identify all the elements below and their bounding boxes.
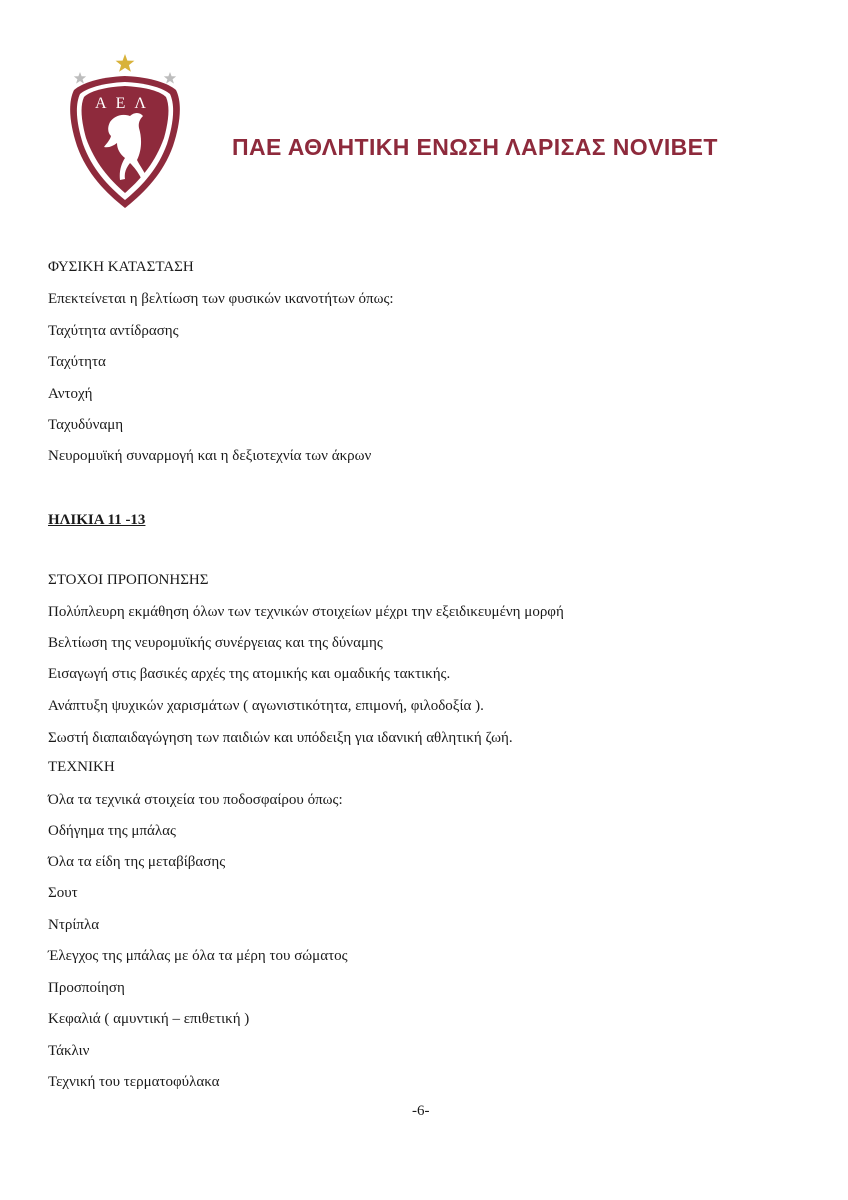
- physical-heading: ΦΥΣΙΚΗ ΚΑΤΑΣΤΑΣΗ: [48, 259, 194, 275]
- star-icon: [164, 72, 176, 84]
- goals-heading: ΣΤΟΧΟΙ ΠΡΟΠΟΝΗΣΗΣ: [48, 572, 209, 588]
- star-icon: [74, 72, 86, 84]
- technique-intro: Όλα τα τεχνικά στοιχεία του ποδοσφαίρου όπως:: [48, 792, 343, 808]
- star-icon: [116, 54, 135, 72]
- goals-item: Εισαγωγή στις βασικές αρχές της ατομικής και ομαδικής τακτικής.: [48, 666, 451, 682]
- physical-item: Νευρομυϊκή συναρμογή και η δεξιοτεχνία των άκρων: [48, 448, 372, 464]
- physical-item: Ταχύτητα: [48, 354, 106, 370]
- physical-item: Αντοχή: [48, 386, 93, 402]
- age-heading: ΗΛΙΚΙΑ 11 -13: [48, 512, 146, 528]
- goals-item: Πολύπλευρη εκμάθηση όλων των τεχνικών στοιχείων μέχρι την εξειδικευμένη μορφή: [48, 604, 564, 620]
- technique-item: Τάκλιν: [48, 1043, 90, 1059]
- technique-item: Προσποίηση: [48, 980, 125, 996]
- technique-heading: ΤΕΧΝΙΚΗ: [48, 759, 115, 775]
- physical-intro: Επεκτείνεται η βελτίωση των φυσικών ικανοτήτων όπως:: [48, 291, 394, 307]
- technique-item: Όλα τα είδη της μεταβίβασης: [48, 854, 226, 870]
- technique-item: Έλεγχος της μπάλας με όλα τα μέρη του σώματος: [48, 948, 348, 964]
- goals-item: Σωστή διαπαιδαγώγηση των παιδιών και υπόδειξη για ιδανική αθλητική ζωή.: [48, 730, 513, 746]
- technique-item: Κεφαλιά ( αμυντική – επιθετική ): [48, 1011, 250, 1027]
- physical-item: Ταχύτητα αντίδρασης: [48, 323, 179, 339]
- club-title: ΠΑΕ ΑΘΛΗΤΙΚΗ ΕΝΩΣΗ ΛΑΡΙΣΑΣ NOVIBET: [232, 134, 718, 160]
- technique-item: Σουτ: [48, 885, 78, 901]
- crest-initials: ΑΕΛ: [95, 95, 155, 112]
- goals-item: Βελτίωση της νευρομυϊκής συνέργειας και της δύναμης: [48, 635, 383, 651]
- page-number: -6-: [412, 1103, 430, 1119]
- club-crest-logo: [64, 50, 186, 210]
- technique-item: Τεχνική του τερματοφύλακα: [48, 1074, 220, 1090]
- technique-item: Οδήγημα της μπάλας: [48, 823, 176, 839]
- physical-item: Ταχυδύναμη: [48, 417, 124, 433]
- goals-item: Ανάπτυξη ψυχικών χαρισμάτων ( αγωνιστικότητα, επιμονή, φιλοδοξία ).: [48, 698, 484, 714]
- technique-item: Ντρίπλα: [48, 917, 100, 933]
